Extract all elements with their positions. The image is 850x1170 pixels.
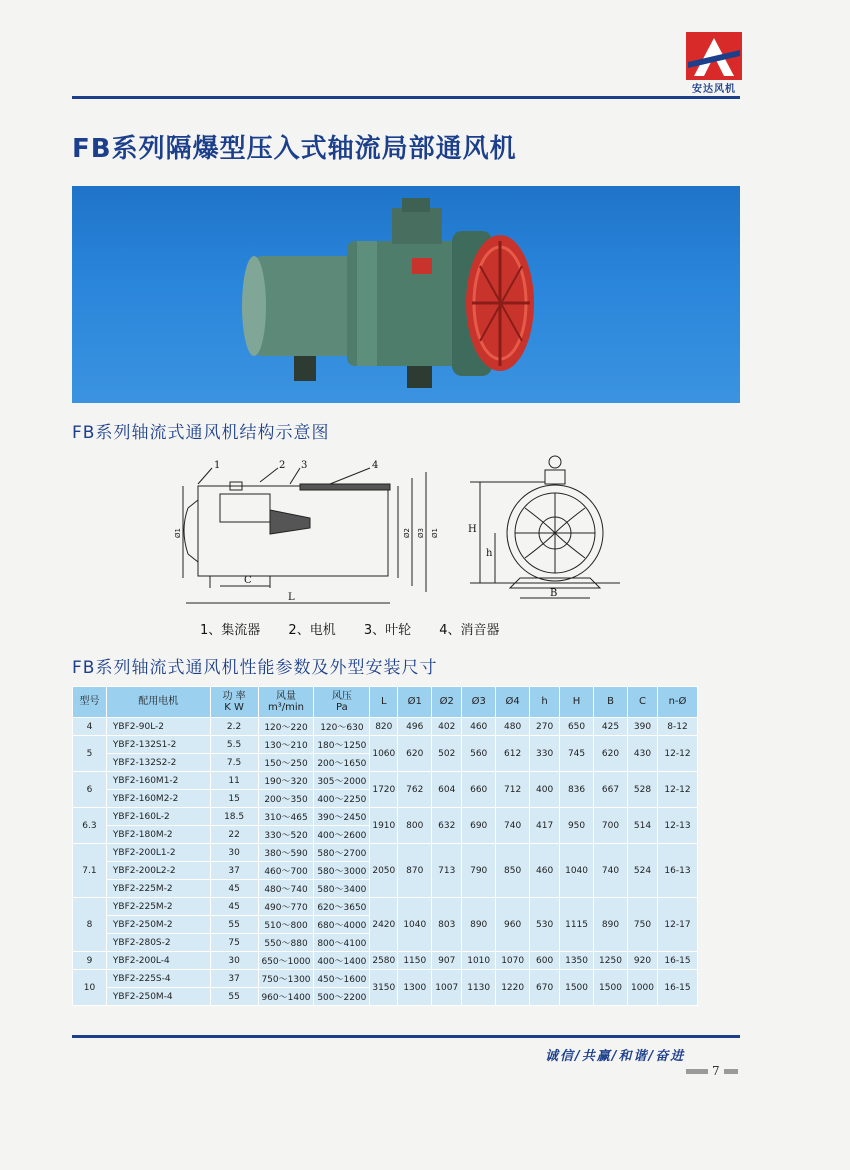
page-bar-left	[686, 1069, 708, 1074]
table-cell: 310～465	[258, 808, 314, 826]
dimension-cell: 1350	[560, 952, 594, 970]
top-rule	[72, 96, 740, 99]
dim-c: C	[244, 575, 252, 586]
dim-h: h	[486, 548, 493, 559]
dimension-cell: 1000	[627, 970, 657, 1006]
fan-illustration	[72, 186, 740, 403]
dimension-cell: 667	[594, 772, 628, 808]
dimension-cell: 2580	[370, 952, 398, 970]
dimension-cell: 870	[398, 844, 432, 898]
dimension-cell: 1720	[370, 772, 398, 808]
column-header: n-Ø	[657, 687, 697, 718]
dimension-cell: 690	[462, 808, 496, 844]
legend-item: 4、消音器	[439, 623, 500, 638]
dim-phi2: Ø2	[403, 528, 411, 538]
dimension-cell: 460	[530, 844, 560, 898]
model-cell: 10	[73, 970, 107, 1006]
page-number: 7	[712, 1064, 720, 1078]
dimension-cell: 3150	[370, 970, 398, 1006]
column-header: Ø4	[496, 687, 530, 718]
table-cell: 75	[210, 934, 258, 952]
table-cell: 45	[210, 880, 258, 898]
dimension-cell: 330	[530, 736, 560, 772]
table-cell: 960～1400	[258, 988, 314, 1006]
motor-cell: YBF2-200L1-2	[106, 844, 210, 862]
table-cell: 180～1250	[314, 736, 370, 754]
dimension-cell: 502	[432, 736, 462, 772]
column-header: H	[560, 687, 594, 718]
table-cell: 380～590	[258, 844, 314, 862]
product-photo	[72, 186, 740, 403]
dimension-cell: 1010	[462, 952, 496, 970]
table-cell: 620～3650	[314, 898, 370, 916]
footer-slogan: 诚信/共赢/和谐/奋进	[545, 1049, 686, 1064]
dimension-cell: 402	[432, 718, 462, 736]
motor-cell: YBF2-250M-2	[106, 916, 210, 934]
dimension-cell: 270	[530, 718, 560, 736]
table-cell: 120～630	[314, 718, 370, 736]
column-header: B	[594, 687, 628, 718]
callout-2: 2	[279, 460, 286, 471]
dimension-cell: 1060	[370, 736, 398, 772]
table-row	[73, 808, 698, 826]
model-cell: 4	[73, 718, 107, 736]
dimension-cell: 460	[462, 718, 496, 736]
dimension-cell: 417	[530, 808, 560, 844]
table-cell: 37	[210, 970, 258, 988]
dimension-cell: 1070	[496, 952, 530, 970]
table-row	[73, 772, 698, 790]
dimension-cell: 745	[560, 736, 594, 772]
table-cell: 200～350	[258, 790, 314, 808]
dimension-cell: 16-15	[657, 952, 697, 970]
model-cell: 5	[73, 736, 107, 772]
dimension-cell: 560	[462, 736, 496, 772]
dimension-cell: 790	[462, 844, 496, 898]
dimension-cell: 12-12	[657, 772, 697, 808]
dimension-cell: 1130	[462, 970, 496, 1006]
dimension-cell: 820	[370, 718, 398, 736]
table-row	[73, 898, 698, 916]
column-header: 功 率 K W	[210, 687, 258, 718]
table-cell: 400～2250	[314, 790, 370, 808]
table-cell: 400～2600	[314, 826, 370, 844]
dimension-cell: 836	[560, 772, 594, 808]
dimension-cell: 425	[594, 718, 628, 736]
table-cell: 30	[210, 952, 258, 970]
dimension-cell: 740	[594, 844, 628, 898]
legend-item: 2、电机	[288, 623, 336, 638]
column-header: 型号	[73, 687, 107, 718]
callout-4: 4	[372, 460, 379, 471]
dimension-cell: 660	[462, 772, 496, 808]
motor-cell: YBF2-132S2-2	[106, 754, 210, 772]
table-cell: 190～320	[258, 772, 314, 790]
dimension-cell: 2050	[370, 844, 398, 898]
table-cell: 580～3000	[314, 862, 370, 880]
table-cell: 400～1400	[314, 952, 370, 970]
dimension-cell: 1040	[560, 844, 594, 898]
table-heading: FB系列轴流式通风机性能参数及外型安装尺寸	[72, 658, 438, 678]
dimension-cell: 632	[432, 808, 462, 844]
table-row	[73, 952, 698, 970]
motor-cell: YBF2-90L-2	[106, 718, 210, 736]
dimension-cell: 514	[627, 808, 657, 844]
table-cell: 800～4100	[314, 934, 370, 952]
table-cell: 18.5	[210, 808, 258, 826]
dimension-cell: 712	[496, 772, 530, 808]
dimension-cell: 604	[432, 772, 462, 808]
column-header: 配用电机	[106, 687, 210, 718]
table-cell: 120～220	[258, 718, 314, 736]
table-cell: 15	[210, 790, 258, 808]
callout-1: 1	[214, 460, 221, 471]
dimension-cell: 1250	[594, 952, 628, 970]
dimension-cell: 530	[530, 898, 560, 952]
dimension-cell: 620	[398, 736, 432, 772]
dimension-cell: 960	[496, 898, 530, 952]
motor-cell: YBF2-280S-2	[106, 934, 210, 952]
dimension-cell: 1150	[398, 952, 432, 970]
dimension-cell: 524	[627, 844, 657, 898]
table-row	[73, 970, 698, 988]
motor-cell: YBF2-200L-4	[106, 952, 210, 970]
table-row	[73, 736, 698, 754]
motor-cell: YBF2-225M-2	[106, 880, 210, 898]
column-header: Ø1	[398, 687, 432, 718]
dimension-cell: 950	[560, 808, 594, 844]
dimension-cell: 496	[398, 718, 432, 736]
dimension-cell: 1500	[560, 970, 594, 1006]
dimension-cell: 12-17	[657, 898, 697, 952]
table-cell: 55	[210, 916, 258, 934]
dimension-cell: 2420	[370, 898, 398, 952]
dimension-cell: 16-15	[657, 970, 697, 1006]
dimension-cell: 390	[627, 718, 657, 736]
table-cell: 450～1600	[314, 970, 370, 988]
table-cell: 2.2	[210, 718, 258, 736]
dimension-cell: 612	[496, 736, 530, 772]
table-cell: 490～770	[258, 898, 314, 916]
table-cell: 55	[210, 988, 258, 1006]
dimension-cell: 762	[398, 772, 432, 808]
column-header: L	[370, 687, 398, 718]
column-header: C	[627, 687, 657, 718]
dimension-cell: 1040	[398, 898, 432, 952]
motor-cell: YBF2-160M2-2	[106, 790, 210, 808]
table-cell: 130～210	[258, 736, 314, 754]
model-cell: 6.3	[73, 808, 107, 844]
dimension-cell: 800	[398, 808, 432, 844]
spec-table	[72, 686, 698, 1006]
dimension-cell: 1007	[432, 970, 462, 1006]
table-row	[73, 844, 698, 862]
dim-l: L	[288, 592, 295, 603]
dim-phi1-left: Ø1	[174, 528, 182, 538]
dimension-cell: 528	[627, 772, 657, 808]
table-cell: 330～520	[258, 826, 314, 844]
dimension-cell: 400	[530, 772, 560, 808]
dimension-cell: 907	[432, 952, 462, 970]
dimension-cell: 670	[530, 970, 560, 1006]
motor-cell: YBF2-160L-2	[106, 808, 210, 826]
diagram-legend	[200, 619, 522, 638]
column-header: Ø2	[432, 687, 462, 718]
legend-item: 1、集流器	[200, 623, 261, 638]
dimension-cell: 890	[594, 898, 628, 952]
dimension-cell: 1115	[560, 898, 594, 952]
dimension-cell: 650	[560, 718, 594, 736]
table-cell: 45	[210, 898, 258, 916]
column-header: h	[530, 687, 560, 718]
motor-cell: YBF2-225S-4	[106, 970, 210, 988]
motor-cell: YBF2-132S1-2	[106, 736, 210, 754]
model-cell: 7.1	[73, 844, 107, 898]
dimension-cell: 920	[627, 952, 657, 970]
motor-cell: YBF2-200L2-2	[106, 862, 210, 880]
table-cell: 390～2450	[314, 808, 370, 826]
page-bar-right	[724, 1069, 738, 1074]
dimension-cell: 1500	[594, 970, 628, 1006]
dimension-cell: 803	[432, 898, 462, 952]
table-cell: 500～2200	[314, 988, 370, 1006]
motor-cell: YBF2-250M-4	[106, 988, 210, 1006]
table-cell: 650～1000	[258, 952, 314, 970]
motor-cell: YBF2-180M-2	[106, 826, 210, 844]
table-cell: 480～740	[258, 880, 314, 898]
dimension-cell: 12-13	[657, 808, 697, 844]
dimension-cell: 480	[496, 718, 530, 736]
diagram-heading: FB系列轴流式通风机结构示意图	[72, 423, 330, 443]
table-cell: 200～1650	[314, 754, 370, 772]
column-header: Ø3	[462, 687, 496, 718]
table-cell: 7.5	[210, 754, 258, 772]
dimension-cell: 16-13	[657, 844, 697, 898]
dim-phi1-right: Ø1	[431, 528, 439, 538]
dimension-cell: 12-12	[657, 736, 697, 772]
table-cell: 550～880	[258, 934, 314, 952]
table-cell: 22	[210, 826, 258, 844]
brand-name: 安达风机	[692, 84, 736, 95]
table-cell: 150～250	[258, 754, 314, 772]
table-cell: 510～800	[258, 916, 314, 934]
table-row	[73, 718, 698, 736]
legend-item: 3、叶轮	[363, 623, 412, 638]
table-cell: 680～4000	[314, 916, 370, 934]
model-cell: 8	[73, 898, 107, 952]
table-cell: 580～3400	[314, 880, 370, 898]
dim-H: H	[468, 524, 477, 535]
motor-cell: YBF2-160M1-2	[106, 772, 210, 790]
dimension-cell: 740	[496, 808, 530, 844]
motor-cell: YBF2-225M-2	[106, 898, 210, 916]
dimension-cell: 1300	[398, 970, 432, 1006]
dimension-cell: 1910	[370, 808, 398, 844]
structure-diagram	[150, 448, 650, 620]
dimension-cell: 620	[594, 736, 628, 772]
table-cell: 5.5	[210, 736, 258, 754]
bottom-rule	[72, 1035, 740, 1038]
model-cell: 9	[73, 952, 107, 970]
dimension-cell: 850	[496, 844, 530, 898]
dimension-cell: 430	[627, 736, 657, 772]
dimension-cell: 700	[594, 808, 628, 844]
column-header: 风量 m³/min	[258, 687, 314, 718]
dimension-cell: 600	[530, 952, 560, 970]
page-number-block	[686, 1065, 740, 1077]
dim-B: B	[550, 588, 558, 599]
table-header-row	[73, 687, 698, 718]
dimension-cell: 713	[432, 844, 462, 898]
dim-phi3: Ø3	[417, 528, 425, 538]
table-cell: 37	[210, 862, 258, 880]
table-cell: 11	[210, 772, 258, 790]
table-cell: 30	[210, 844, 258, 862]
column-header: 风压 Pa	[314, 687, 370, 718]
callout-3: 3	[301, 460, 308, 471]
dimension-cell: 750	[627, 898, 657, 952]
table-cell: 580～2700	[314, 844, 370, 862]
table-cell: 460～700	[258, 862, 314, 880]
table-cell: 305～2000	[314, 772, 370, 790]
model-cell: 6	[73, 772, 107, 808]
dimension-cell: 8-12	[657, 718, 697, 736]
dimension-cell: 1220	[496, 970, 530, 1006]
page-title: FB系列隔爆型压入式轴流局部通风机	[72, 134, 517, 164]
dimension-cell: 890	[462, 898, 496, 952]
table-cell: 750～1300	[258, 970, 314, 988]
